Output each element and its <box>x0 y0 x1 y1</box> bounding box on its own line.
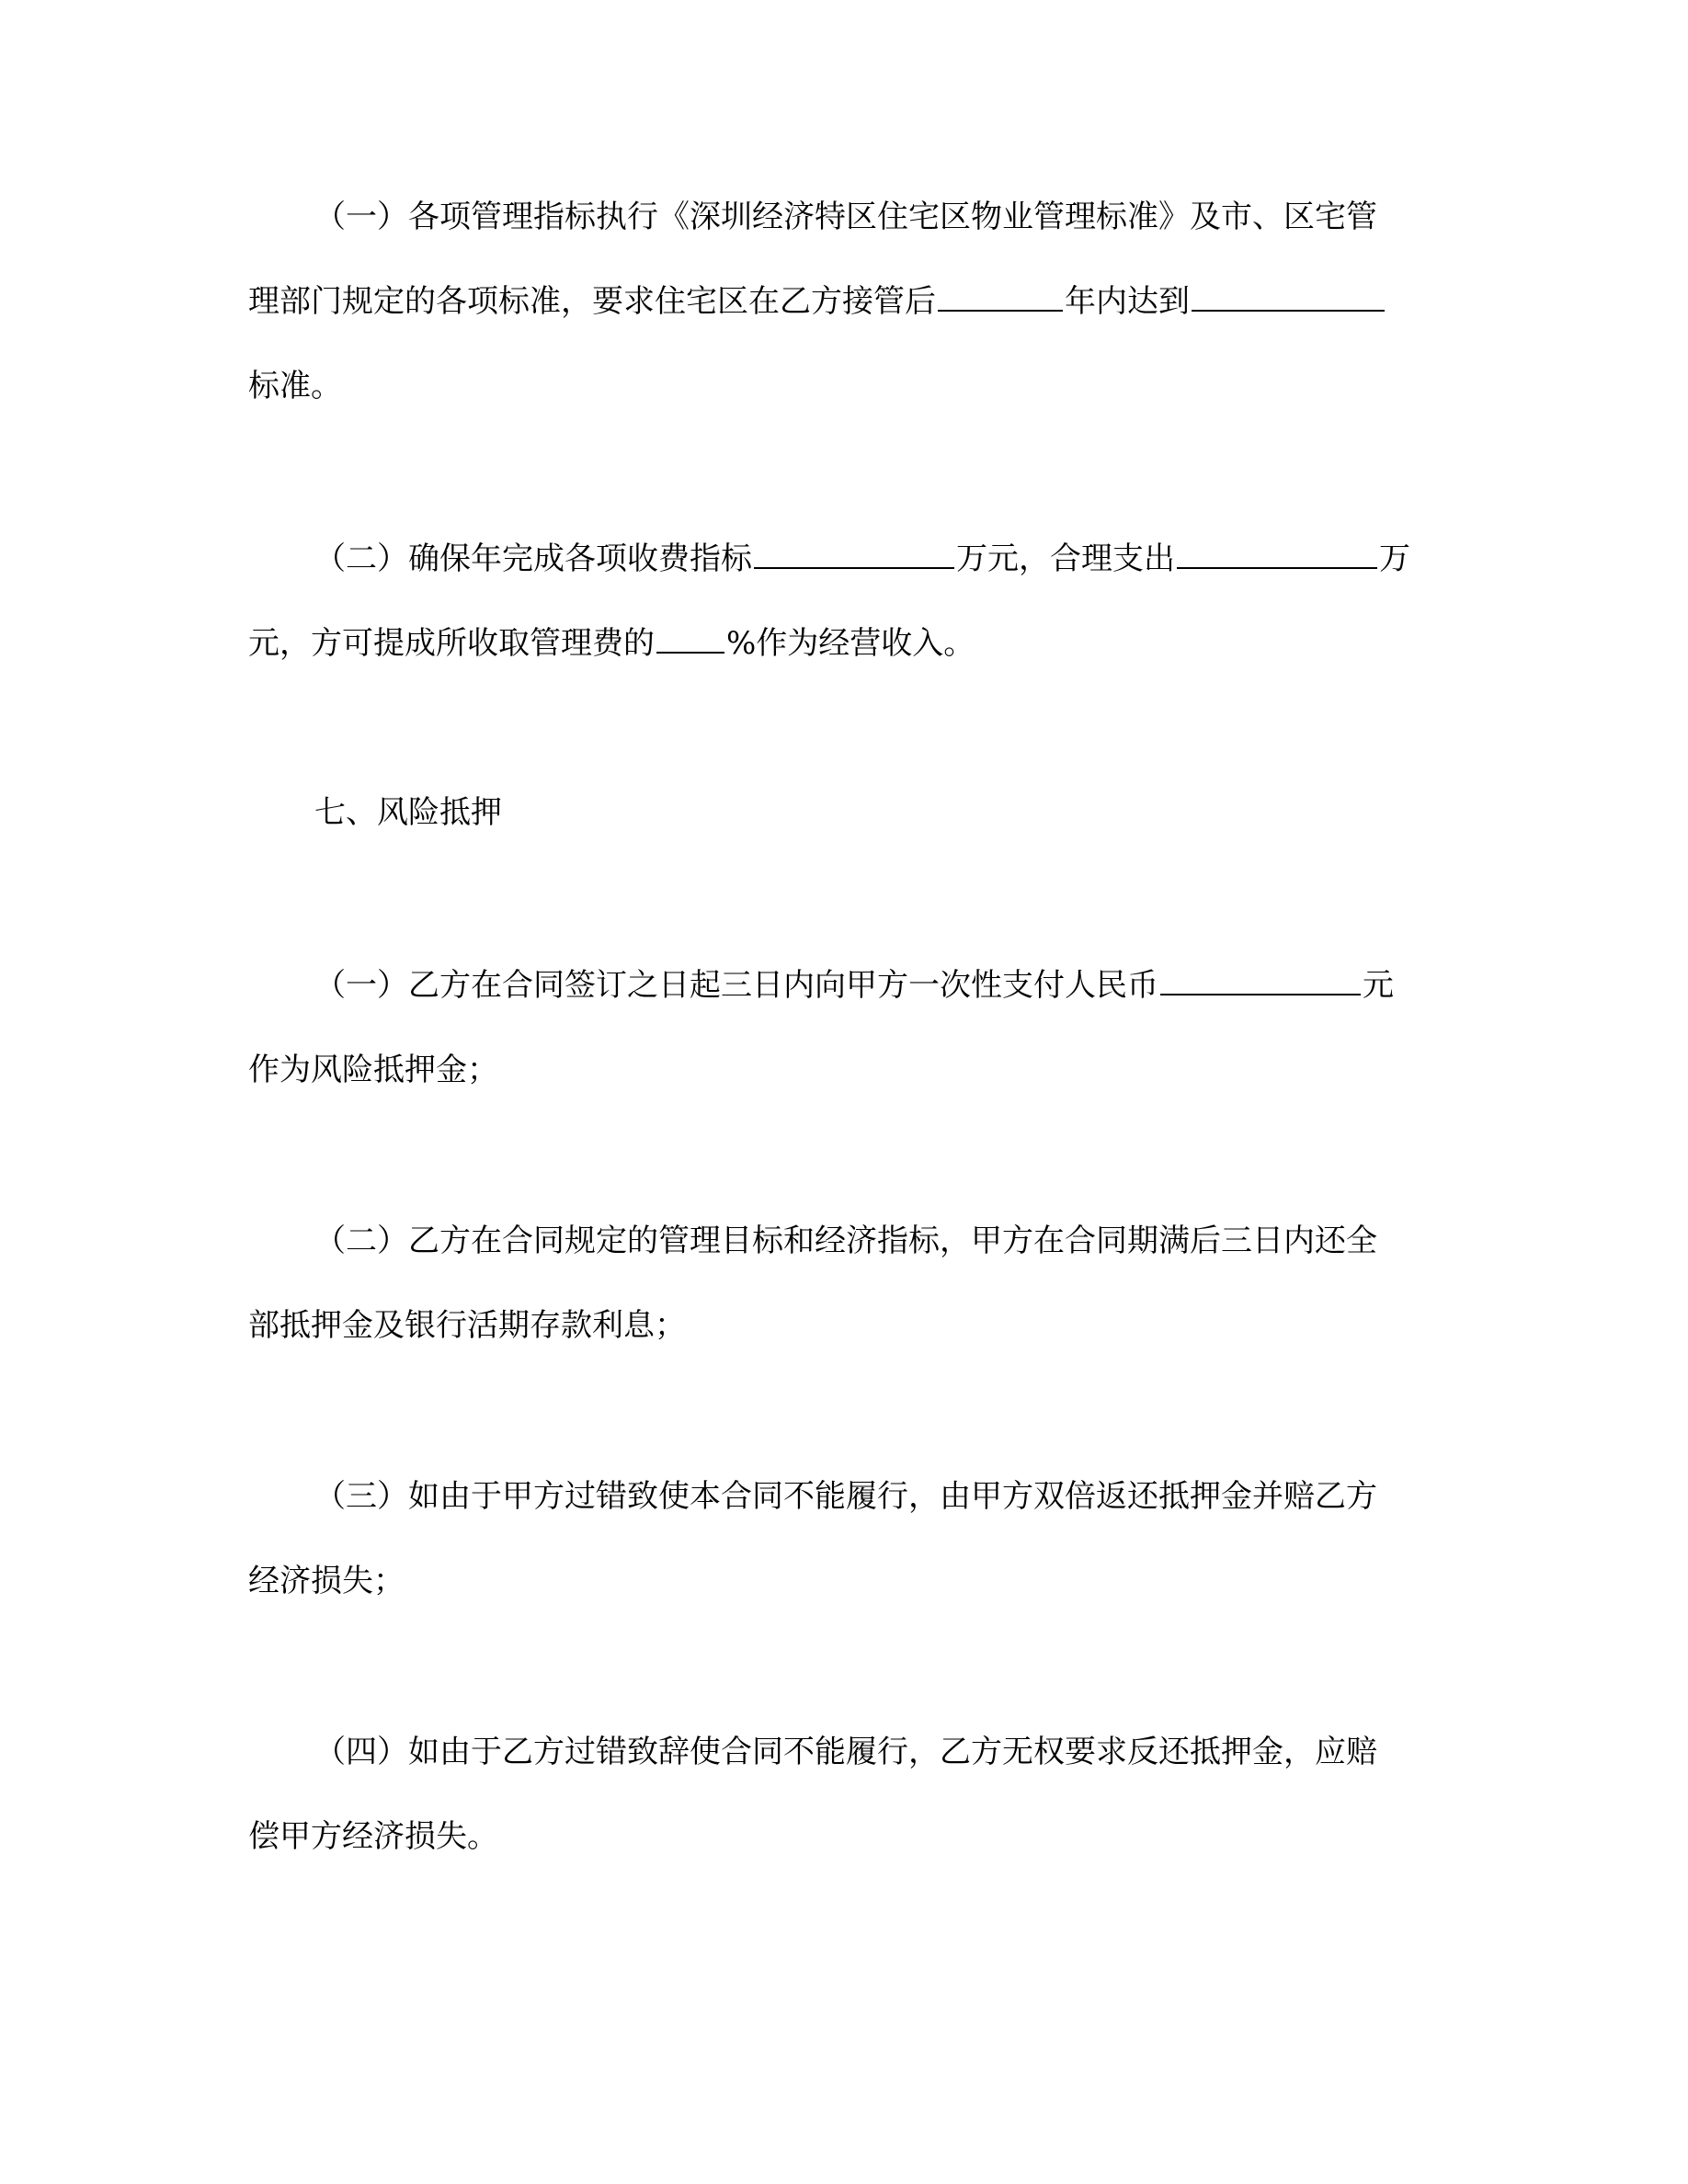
s6-p2-line2-text-b: %作为经营收入。 <box>726 625 975 662</box>
s7-p1-line1 <box>314 965 1394 1006</box>
s6-p1-line2-text-a: 理部门规定的各项标准，要求住宅区在乙方接管后 <box>248 283 936 320</box>
s6-p2-line1-text-b: 万元，合理支出 <box>956 540 1175 577</box>
expense-blank <box>1177 540 1377 569</box>
s7-p4-line2: 偿甲方经济损失。 <box>248 1818 498 1855</box>
s6-p2-line1-text-c: 万 <box>1379 540 1410 577</box>
s7-p3-line2: 经济损失； <box>248 1563 405 1599</box>
s6-p2-line1-text-a: （二）确保年完成各项收费指标 <box>314 540 752 577</box>
fee-target-blank <box>754 540 954 569</box>
deposit-amount-blank <box>1160 966 1361 995</box>
standard-blank <box>1192 282 1385 312</box>
s6-p1-line2-text-b: 年内达到 <box>1065 283 1190 320</box>
years-blank <box>938 282 1063 312</box>
s7-p4-line1: （四）如由于乙方过错致辞使合同不能履行，乙方无权要求反还抵押金，应赔 <box>314 1734 1377 1770</box>
s7-p1-line2: 作为风险抵押金； <box>248 1052 498 1088</box>
s6-p2-line1 <box>314 539 1410 579</box>
s6-p1-line1: （一）各项管理指标执行《深圳经济特区住宅区物业管理标准》及市、区宅管 <box>314 199 1377 235</box>
s6-p2-line2 <box>248 623 975 664</box>
s7-p3-line1: （三）如由于甲方过错致使本合同不能履行，由甲方双倍返还抵押金并赔乙方 <box>314 1478 1377 1515</box>
s6-p1-line3: 标准。 <box>248 368 342 404</box>
section7-heading: 七、风险抵押 <box>314 794 502 831</box>
s6-p1-line2 <box>248 281 1386 322</box>
s7-p2-line2: 部抵押金及银行活期存款利息； <box>248 1307 686 1344</box>
s6-p2-line2-text-a: 元，方可提成所收取管理费的 <box>248 625 655 662</box>
percent-blank <box>656 624 724 654</box>
s7-p2-line1: （二）乙方在合同规定的管理目标和经济指标，甲方在合同期满后三日内还全 <box>314 1223 1377 1259</box>
s7-p1-line1-text-a: （一）乙方在合同签订之日起三日内向甲方一次性支付人民币 <box>314 967 1158 1004</box>
s7-p1-line1-text-b: 元 <box>1363 967 1394 1004</box>
